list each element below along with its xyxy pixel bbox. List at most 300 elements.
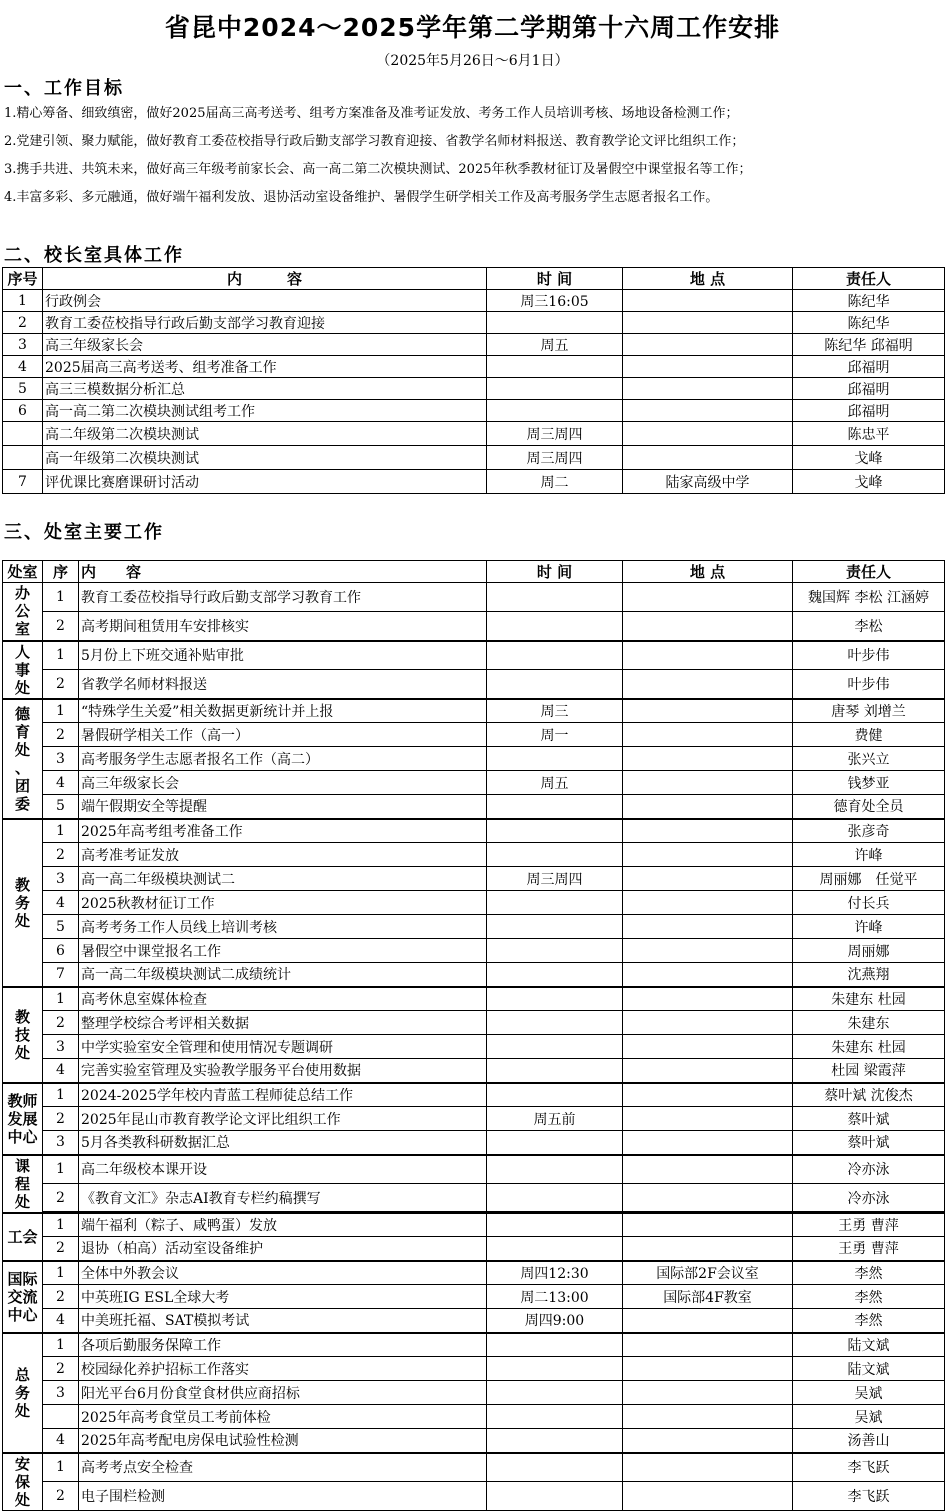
dept-name: 工会	[3, 1213, 43, 1261]
row-time	[487, 1213, 623, 1237]
row-time: 周三周四	[487, 446, 623, 470]
row-seq: 1	[43, 699, 79, 723]
row-place	[623, 1309, 793, 1333]
row-seq: 4	[43, 771, 79, 795]
table-row	[3, 1155, 945, 1184]
row-time	[487, 400, 623, 422]
table-row	[3, 1059, 945, 1083]
row-place	[623, 843, 793, 867]
row-seq: 3	[43, 867, 79, 891]
row-content: 2025年高考食堂员工考前体检	[79, 1405, 487, 1429]
row-seq: 4	[43, 1429, 79, 1453]
row-resp: 李飞跃	[793, 1453, 945, 1482]
row-seq: 1	[43, 1333, 79, 1357]
row-time	[487, 1035, 623, 1059]
row-resp: 蔡叶斌	[793, 1131, 945, 1155]
row-content: 校园绿化养护招标工作落实	[79, 1357, 487, 1381]
table-row	[3, 1333, 945, 1357]
row-resp: 戈峰	[793, 470, 945, 494]
row-content: 阳光平台6月份食堂食材供应商招标	[79, 1381, 487, 1405]
row-seq: 4	[3, 356, 43, 378]
dept-name: 德 育 处 、 团 委	[3, 699, 43, 819]
row-time: 周三周四	[487, 422, 623, 446]
table-row	[3, 1011, 945, 1035]
row-place	[623, 1482, 793, 1511]
row-place	[623, 795, 793, 819]
row-content: 2025年高考组考准备工作	[79, 819, 487, 843]
row-resp: 费健	[793, 723, 945, 747]
row-resp: 邱福明	[793, 356, 945, 378]
table-row	[3, 723, 945, 747]
row-time	[487, 819, 623, 843]
row-resp: 朱建东 杜园	[793, 1035, 945, 1059]
row-resp: 蔡叶斌	[793, 1107, 945, 1131]
table-row	[3, 422, 945, 446]
row-content: 高考服务学生志愿者报名工作（高二）	[79, 747, 487, 771]
row-seq: 4	[43, 1059, 79, 1083]
row-content: 高三三模数据分析汇总	[43, 378, 487, 400]
row-seq: 2	[43, 1482, 79, 1511]
row-resp: 德育处全员	[793, 795, 945, 819]
row-time	[487, 312, 623, 334]
table-row	[3, 378, 945, 400]
row-content: 行政例会	[43, 290, 487, 312]
row-time	[487, 963, 623, 987]
row-time: 周五前	[487, 1107, 623, 1131]
row-seq: 7	[3, 470, 43, 494]
row-content: 中美班托福、SAT模拟考试	[79, 1309, 487, 1333]
table-row	[3, 747, 945, 771]
row-seq: 3	[3, 334, 43, 356]
principal-office-table	[2, 267, 945, 494]
row-time: 周三	[487, 699, 623, 723]
section2-heading: 二、校长室具体工作	[4, 245, 184, 266]
row-content: 5月各类教科研数据汇总	[79, 1131, 487, 1155]
row-content: 高考休息室媒体检查	[79, 987, 487, 1011]
row-seq: 5	[43, 915, 79, 939]
row-seq: 1	[43, 1155, 79, 1184]
row-resp: 朱建东	[793, 1011, 945, 1035]
row-content: 高考考务工作人员线上培训考核	[79, 915, 487, 939]
row-time	[487, 1482, 623, 1511]
row-place	[623, 1213, 793, 1237]
table-row	[3, 446, 945, 470]
row-seq: 1	[43, 1453, 79, 1482]
row-resp: 陈纪华	[793, 312, 945, 334]
table-row	[3, 312, 945, 334]
row-place	[623, 612, 793, 641]
table-row	[3, 1453, 945, 1482]
row-content: 完善实验室管理及实验教学服务平台使用数据	[79, 1059, 487, 1083]
row-resp: 王勇 曹萍	[793, 1237, 945, 1261]
row-seq: 5	[3, 378, 43, 400]
table-row	[3, 583, 945, 612]
row-time	[487, 795, 623, 819]
row-resp: 李然	[793, 1309, 945, 1333]
row-time: 周二	[487, 470, 623, 494]
row-time	[487, 1131, 623, 1155]
table-row	[3, 795, 945, 819]
dept-name: 办 公 室	[3, 583, 43, 641]
table-row	[3, 987, 945, 1011]
row-resp: 汤善山	[793, 1429, 945, 1453]
row-time	[487, 1405, 623, 1429]
dept-name: 人 事 处	[3, 641, 43, 699]
table-row	[3, 334, 945, 356]
row-content: 暑假研学相关工作（高一）	[79, 723, 487, 747]
row-resp: 叶步伟	[793, 641, 945, 670]
goal-item: 4.丰富多彩、多元融通，做好端午福利发放、退协活动室设备维护、暑假学生研学相关工作及高考服务学生志愿者报名工作。	[4, 190, 719, 205]
row-seq: 2	[43, 1237, 79, 1261]
row-time	[487, 583, 623, 612]
row-content: 高三年级家长会	[43, 334, 487, 356]
goal-item: 2.党建引领、聚力赋能，做好教育工委莅校指导行政后勤支部学习教育迎接、省教学名师材料报送、教育教学论文评比组织工作；	[4, 134, 745, 149]
table-row	[3, 1107, 945, 1131]
row-resp: 许峰	[793, 915, 945, 939]
row-content: 2025秋教材征订工作	[79, 891, 487, 915]
goal-item: 3.携手共进、共筑未来，做好高三年级考前家长会、高一高二第二次模块测试、2025年秋季教材征订及暑假空中课堂报名等工作；	[4, 162, 752, 177]
row-place	[623, 1011, 793, 1035]
row-seq: 3	[43, 1381, 79, 1405]
page-title: 省昆中2024～2025学年第二学期第十六周工作安排	[164, 13, 781, 42]
row-content: 各项后勤服务保障工作	[79, 1333, 487, 1357]
row-seq: 2	[43, 1357, 79, 1381]
row-content: “特殊学生关爱”相关数据更新统计并上报	[79, 699, 487, 723]
row-content: 评优课比赛磨课研讨活动	[43, 470, 487, 494]
table-row	[3, 963, 945, 987]
col-content: 内 容	[43, 268, 487, 290]
col-seq: 序号	[3, 268, 43, 290]
row-place	[623, 747, 793, 771]
row-time	[487, 1155, 623, 1184]
table-row	[3, 939, 945, 963]
row-time	[487, 747, 623, 771]
row-seq: 1	[43, 583, 79, 612]
col-time: 时 间	[487, 268, 623, 290]
row-seq: 6	[43, 939, 79, 963]
row-place	[623, 1405, 793, 1429]
row-resp: 钱梦亚	[793, 771, 945, 795]
row-content: 高考准考证发放	[79, 843, 487, 867]
table-row	[3, 1309, 945, 1333]
row-content: 中学实验室安全管理和使用情况专题调研	[79, 1035, 487, 1059]
row-place	[623, 641, 793, 670]
table-row	[3, 356, 945, 378]
table-row	[3, 867, 945, 891]
table-row	[3, 915, 945, 939]
row-resp: 陈纪华	[793, 290, 945, 312]
row-resp: 李然	[793, 1285, 945, 1309]
row-seq: 3	[43, 1131, 79, 1155]
section1-heading: 一、工作目标	[4, 78, 124, 99]
table-row	[3, 641, 945, 670]
row-seq: 2	[43, 843, 79, 867]
row-time	[487, 670, 623, 699]
table-row	[3, 1381, 945, 1405]
row-time: 周四9:00	[487, 1309, 623, 1333]
row-seq: 2	[43, 1285, 79, 1309]
row-seq: 2	[43, 670, 79, 699]
row-resp: 王勇 曹萍	[793, 1213, 945, 1237]
row-content: 电子围栏检测	[79, 1482, 487, 1511]
row-place	[623, 1131, 793, 1155]
row-resp: 叶步伟	[793, 670, 945, 699]
goal-item: 1.精心筹备、细致缜密，做好2025届高三高考送考、组考方案准备及准考证发放、考务工作人员培训考核、场地设备检测工作；	[4, 106, 739, 121]
row-content: 高一年级第二次模块测试	[43, 446, 487, 470]
date-range: （2025年5月26日～6月1日）	[376, 53, 569, 69]
table-row	[3, 843, 945, 867]
row-content: 高考考点安全检查	[79, 1453, 487, 1482]
row-place	[623, 446, 793, 470]
row-place	[623, 963, 793, 987]
row-time: 周五	[487, 771, 623, 795]
table-row	[3, 1237, 945, 1261]
row-content: 高一高二第二次模块测试组考工作	[43, 400, 487, 422]
row-place	[623, 356, 793, 378]
dept-name: 安 保 处	[3, 1453, 43, 1511]
row-place	[623, 915, 793, 939]
row-content: 2025年昆山市教育教学论文评比组织工作	[79, 1107, 487, 1131]
row-content: 5月份上下班交通补贴审批	[79, 641, 487, 670]
row-content: 高一高二年级模块测试二	[79, 867, 487, 891]
row-place: 国际部2F会议室	[623, 1261, 793, 1285]
row-resp: 沈燕翔	[793, 963, 945, 987]
row-place	[623, 1381, 793, 1405]
row-resp: 吴斌	[793, 1381, 945, 1405]
row-content: 省教学名师材料报送	[79, 670, 487, 699]
table-row	[3, 819, 945, 843]
row-place	[623, 1107, 793, 1131]
row-seq	[3, 446, 43, 470]
row-place	[623, 939, 793, 963]
row-seq: 5	[43, 795, 79, 819]
table-row	[3, 1405, 945, 1429]
row-time	[487, 1429, 623, 1453]
row-place	[623, 987, 793, 1011]
row-seq: 2	[43, 612, 79, 641]
row-time	[487, 1083, 623, 1107]
row-time	[487, 1184, 623, 1213]
row-content: 高二年级校本课开设	[79, 1155, 487, 1184]
row-place	[623, 378, 793, 400]
row-content: 高二年级第二次模块测试	[43, 422, 487, 446]
row-resp: 戈峰	[793, 446, 945, 470]
row-seq	[3, 422, 43, 446]
table-row	[3, 1285, 945, 1309]
row-content: 教育工委莅校指导行政后勤支部学习教育工作	[79, 583, 487, 612]
row-place	[623, 1155, 793, 1184]
row-content: 全体中外教会议	[79, 1261, 487, 1285]
table-row	[3, 1213, 945, 1237]
row-time	[487, 1381, 623, 1405]
row-seq: 2	[43, 1011, 79, 1035]
row-place	[623, 771, 793, 795]
row-seq: 7	[43, 963, 79, 987]
row-place	[623, 723, 793, 747]
table-row	[3, 1429, 945, 1453]
row-resp: 朱建东 杜园	[793, 987, 945, 1011]
row-content: 2025届高三高考送考、组考准备工作	[43, 356, 487, 378]
col-time: 时 间	[487, 561, 623, 583]
table-row	[3, 1184, 945, 1213]
row-seq: 2	[3, 312, 43, 334]
row-time: 周五	[487, 334, 623, 356]
dept-name: 总 务 处	[3, 1333, 43, 1453]
row-seq: 3	[43, 1035, 79, 1059]
row-seq: 1	[43, 1083, 79, 1107]
row-seq: 3	[43, 747, 79, 771]
row-seq: 1	[43, 1261, 79, 1285]
row-time	[487, 1237, 623, 1261]
row-time	[487, 1453, 623, 1482]
goals-list	[4, 100, 944, 212]
row-resp: 许峰	[793, 843, 945, 867]
dept-name: 教 务 处	[3, 819, 43, 987]
table-row	[3, 470, 945, 494]
row-content: 端午假期安全等提醒	[79, 795, 487, 819]
row-content: 端午福利（粽子、咸鸭蛋）发放	[79, 1213, 487, 1237]
row-resp: 蔡叶斌 沈俊杰	[793, 1083, 945, 1107]
row-resp: 陆文斌	[793, 1333, 945, 1357]
row-resp: 冷亦泳	[793, 1184, 945, 1213]
row-place	[623, 583, 793, 612]
row-resp: 杜园 梁霞萍	[793, 1059, 945, 1083]
col-place: 地 点	[623, 561, 793, 583]
row-place	[623, 422, 793, 446]
row-content: 暑假空中课堂报名工作	[79, 939, 487, 963]
row-place: 陆家高级中学	[623, 470, 793, 494]
table-row	[3, 1357, 945, 1381]
table-row	[3, 1035, 945, 1059]
row-place	[623, 670, 793, 699]
row-resp: 陈忠平	[793, 422, 945, 446]
row-resp: 魏国辉 李松 江涵婷	[793, 583, 945, 612]
row-place	[623, 1357, 793, 1381]
row-resp: 唐琴 刘增兰	[793, 699, 945, 723]
row-time: 周二13:00	[487, 1285, 623, 1309]
row-resp: 付长兵	[793, 891, 945, 915]
row-resp: 李然	[793, 1261, 945, 1285]
row-place	[623, 1059, 793, 1083]
row-content: 退协（柏高）活动室设备维护	[79, 1237, 487, 1261]
row-content: 高考期间租赁用车安排核实	[79, 612, 487, 641]
row-content: 中英班IG ESL全球大考	[79, 1285, 487, 1309]
row-place	[623, 1333, 793, 1357]
table-row	[3, 1083, 945, 1107]
row-time	[487, 1059, 623, 1083]
dept-name: 国际 交流 中心	[3, 1261, 43, 1333]
row-resp: 陆文斌	[793, 1357, 945, 1381]
section3-heading: 三、处室主要工作	[4, 522, 164, 543]
row-place	[623, 699, 793, 723]
row-place	[623, 1083, 793, 1107]
row-resp: 李飞跃	[793, 1482, 945, 1511]
row-seq: 1	[43, 987, 79, 1011]
row-place	[623, 1429, 793, 1453]
row-time	[487, 891, 623, 915]
row-resp: 邱福明	[793, 378, 945, 400]
table-row	[3, 1261, 945, 1285]
row-time	[487, 1333, 623, 1357]
row-place: 国际部4F教室	[623, 1285, 793, 1309]
col-resp: 责任人	[793, 268, 945, 290]
row-content: 教育工委莅校指导行政后勤支部学习教育迎接	[43, 312, 487, 334]
row-seq: 1	[3, 290, 43, 312]
row-seq: 6	[3, 400, 43, 422]
row-time: 周三周四	[487, 867, 623, 891]
row-content: 《教育文汇》杂志AI教育专栏约稿撰写	[79, 1184, 487, 1213]
row-resp: 邱福明	[793, 400, 945, 422]
row-place	[623, 1184, 793, 1213]
row-content: 高一高二年级模块测试二成绩统计	[79, 963, 487, 987]
row-time	[487, 939, 623, 963]
table-row	[3, 400, 945, 422]
row-place	[623, 867, 793, 891]
row-time	[487, 1357, 623, 1381]
row-content: 2025年高考配电房保电试验性检测	[79, 1429, 487, 1453]
row-content: 整理学校综合考评相关数据	[79, 1011, 487, 1035]
col-dept: 处室	[3, 561, 43, 583]
row-place	[623, 1237, 793, 1261]
row-place	[623, 891, 793, 915]
dept-name: 教师 发展 中心	[3, 1083, 43, 1155]
row-seq: 1	[43, 819, 79, 843]
row-time	[487, 1011, 623, 1035]
row-seq: 2	[43, 723, 79, 747]
row-place	[623, 819, 793, 843]
row-time	[487, 915, 623, 939]
row-place	[623, 1453, 793, 1482]
table-row	[3, 699, 945, 723]
row-resp: 周丽娜 任觉平	[793, 867, 945, 891]
row-resp: 周丽娜	[793, 939, 945, 963]
row-time: 周四12:30	[487, 1261, 623, 1285]
row-time	[487, 987, 623, 1011]
row-seq: 4	[43, 891, 79, 915]
row-time	[487, 612, 623, 641]
row-seq: 1	[43, 1213, 79, 1237]
table-row	[3, 771, 945, 795]
col-content: 内 容	[79, 561, 487, 583]
row-seq: 1	[43, 641, 79, 670]
row-time	[487, 378, 623, 400]
dept-name: 课 程 处	[3, 1155, 43, 1213]
row-seq: 2	[43, 1184, 79, 1213]
row-place	[623, 312, 793, 334]
row-resp: 李松	[793, 612, 945, 641]
row-time: 周三16:05	[487, 290, 623, 312]
row-content: 2024-2025学年校内青蓝工程师徒总结工作	[79, 1083, 487, 1107]
row-seq: 2	[43, 1107, 79, 1131]
row-place	[623, 334, 793, 356]
row-resp: 吴斌	[793, 1405, 945, 1429]
row-place	[623, 400, 793, 422]
row-place	[623, 1035, 793, 1059]
table-row	[3, 1131, 945, 1155]
col-place: 地 点	[623, 268, 793, 290]
row-place	[623, 290, 793, 312]
row-resp: 陈纪华 邱福明	[793, 334, 945, 356]
table-row	[3, 290, 945, 312]
departments-table	[2, 560, 945, 1511]
row-resp: 冷亦泳	[793, 1155, 945, 1184]
row-time	[487, 641, 623, 670]
row-time: 周一	[487, 723, 623, 747]
table-row	[3, 891, 945, 915]
row-resp: 张兴立	[793, 747, 945, 771]
table-row	[3, 1482, 945, 1511]
row-resp: 张彦奇	[793, 819, 945, 843]
